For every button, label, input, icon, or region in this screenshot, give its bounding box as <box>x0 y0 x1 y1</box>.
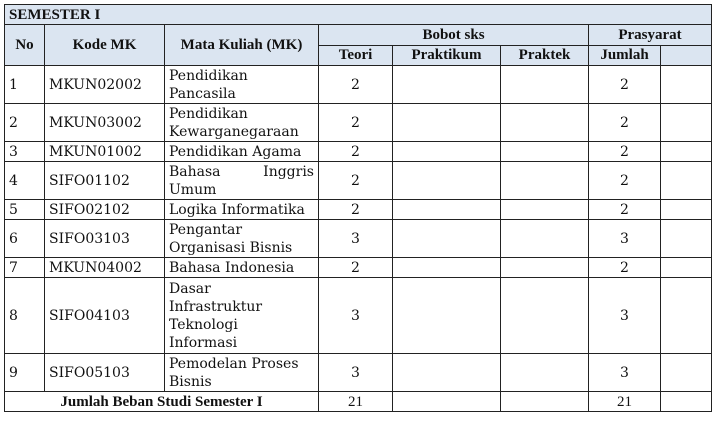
total-prasyarat <box>661 392 712 412</box>
row-jumlah: 2 <box>589 200 661 220</box>
row-mata-kuliah: Pengantar Organisasi Bisnis <box>165 220 319 258</box>
row-praktikum <box>393 354 501 392</box>
semester-header-row <box>5 5 712 25</box>
row-kode: SIFO03103 <box>45 220 165 258</box>
row-teori: 2 <box>319 142 393 162</box>
row-praktikum <box>393 258 501 278</box>
row-no: 3 <box>5 142 45 162</box>
col-no-header: No <box>5 25 45 66</box>
row-kode: SIFO04103 <box>45 278 165 354</box>
table-row <box>5 354 712 392</box>
total-praktikum <box>393 392 501 412</box>
row-prasyarat <box>661 258 712 278</box>
row-mata-kuliah-text: Dasar Infrastruktur Teknologi Informasi <box>169 280 263 351</box>
row-kode: SIFO02102 <box>45 200 165 220</box>
row-no: 6 <box>5 220 45 258</box>
row-praktek <box>501 278 589 354</box>
col-praktikum-header: Praktikum <box>393 45 501 66</box>
col-bobot-header: Bobot sks <box>319 25 589 46</box>
col-prasyarat-header: Prasyarat <box>589 25 712 46</box>
row-praktikum <box>393 278 501 354</box>
row-jumlah: 3 <box>589 278 661 354</box>
row-no: 7 <box>5 258 45 278</box>
row-prasyarat <box>661 104 712 142</box>
row-praktek <box>501 162 589 200</box>
row-kode: MKUN02002 <box>45 66 165 104</box>
col-prasyarat-blank-header <box>661 45 712 66</box>
row-praktek <box>501 142 589 162</box>
col-praktek-header: Praktek <box>501 45 589 66</box>
row-mata-kuliah: Pendidikan Agama <box>165 142 319 162</box>
row-no: 4 <box>5 162 45 200</box>
row-teori: 2 <box>319 200 393 220</box>
row-no: 9 <box>5 354 45 392</box>
row-jumlah: 3 <box>589 220 661 258</box>
row-jumlah: 2 <box>589 104 661 142</box>
row-jumlah: 3 <box>589 354 661 392</box>
row-mata-kuliah <box>165 278 319 354</box>
row-no: 8 <box>5 278 45 354</box>
row-no: 5 <box>5 200 45 220</box>
row-praktek <box>501 66 589 104</box>
row-praktikum <box>393 104 501 142</box>
row-praktek <box>501 200 589 220</box>
row-teori: 3 <box>319 220 393 258</box>
row-praktek <box>501 104 589 142</box>
row-kode: MKUN03002 <box>45 104 165 142</box>
row-jumlah: 2 <box>589 66 661 104</box>
col-mata-kuliah-header: Mata Kuliah (MK) <box>165 25 319 66</box>
row-mata-kuliah: Bahasa Inggris Umum <box>165 162 319 200</box>
row-praktikum <box>393 220 501 258</box>
row-praktikum <box>393 142 501 162</box>
row-no: 1 <box>5 66 45 104</box>
row-jumlah: 2 <box>589 142 661 162</box>
total-praktek <box>501 392 589 412</box>
row-kode: MKUN04002 <box>45 258 165 278</box>
table-row <box>5 104 712 142</box>
row-jumlah: 2 <box>589 258 661 278</box>
row-teori: 2 <box>319 104 393 142</box>
col-teori-header: Teori <box>319 45 393 66</box>
row-teori: 2 <box>319 258 393 278</box>
row-jumlah: 2 <box>589 162 661 200</box>
table-row <box>5 220 712 258</box>
row-prasyarat <box>661 66 712 104</box>
col-jumlah-header: Jumlah <box>589 45 661 66</box>
row-praktek <box>501 220 589 258</box>
total-row <box>5 392 712 412</box>
curriculum-table <box>4 4 712 412</box>
row-prasyarat <box>661 220 712 258</box>
row-praktikum <box>393 200 501 220</box>
row-praktek <box>501 258 589 278</box>
semester-label: SEMESTER I <box>5 5 712 25</box>
row-prasyarat <box>661 200 712 220</box>
total-label: Jumlah Beban Studi Semester I <box>5 392 319 412</box>
row-prasyarat <box>661 354 712 392</box>
row-prasyarat <box>661 142 712 162</box>
table-row <box>5 162 712 200</box>
row-teori: 2 <box>319 162 393 200</box>
total-teori: 21 <box>319 392 393 412</box>
row-mata-kuliah: Logika Informatika <box>165 200 319 220</box>
row-praktikum <box>393 66 501 104</box>
row-teori: 3 <box>319 278 393 354</box>
row-kode: MKUN01002 <box>45 142 165 162</box>
row-kode: SIFO05103 <box>45 354 165 392</box>
table-row <box>5 258 712 278</box>
row-praktek <box>501 354 589 392</box>
total-jumlah: 21 <box>589 392 661 412</box>
table-row <box>5 200 712 220</box>
col-kode-header: Kode MK <box>45 25 165 66</box>
row-mata-kuliah: Pemodelan Proses Bisnis <box>165 354 319 392</box>
row-mata-kuliah: Pendidikan Kewarganegaraan <box>165 104 319 142</box>
row-prasyarat <box>661 278 712 354</box>
row-mata-kuliah: Pendidikan Pancasila <box>165 66 319 104</box>
row-teori: 2 <box>319 66 393 104</box>
row-teori: 3 <box>319 354 393 392</box>
header-row-1 <box>5 25 712 46</box>
table-row <box>5 142 712 162</box>
table-row <box>5 66 712 104</box>
row-praktikum <box>393 162 501 200</box>
row-no: 2 <box>5 104 45 142</box>
row-mata-kuliah: Bahasa Indonesia <box>165 258 319 278</box>
row-kode: SIFO01102 <box>45 162 165 200</box>
row-prasyarat <box>661 162 712 200</box>
table-row <box>5 278 712 354</box>
